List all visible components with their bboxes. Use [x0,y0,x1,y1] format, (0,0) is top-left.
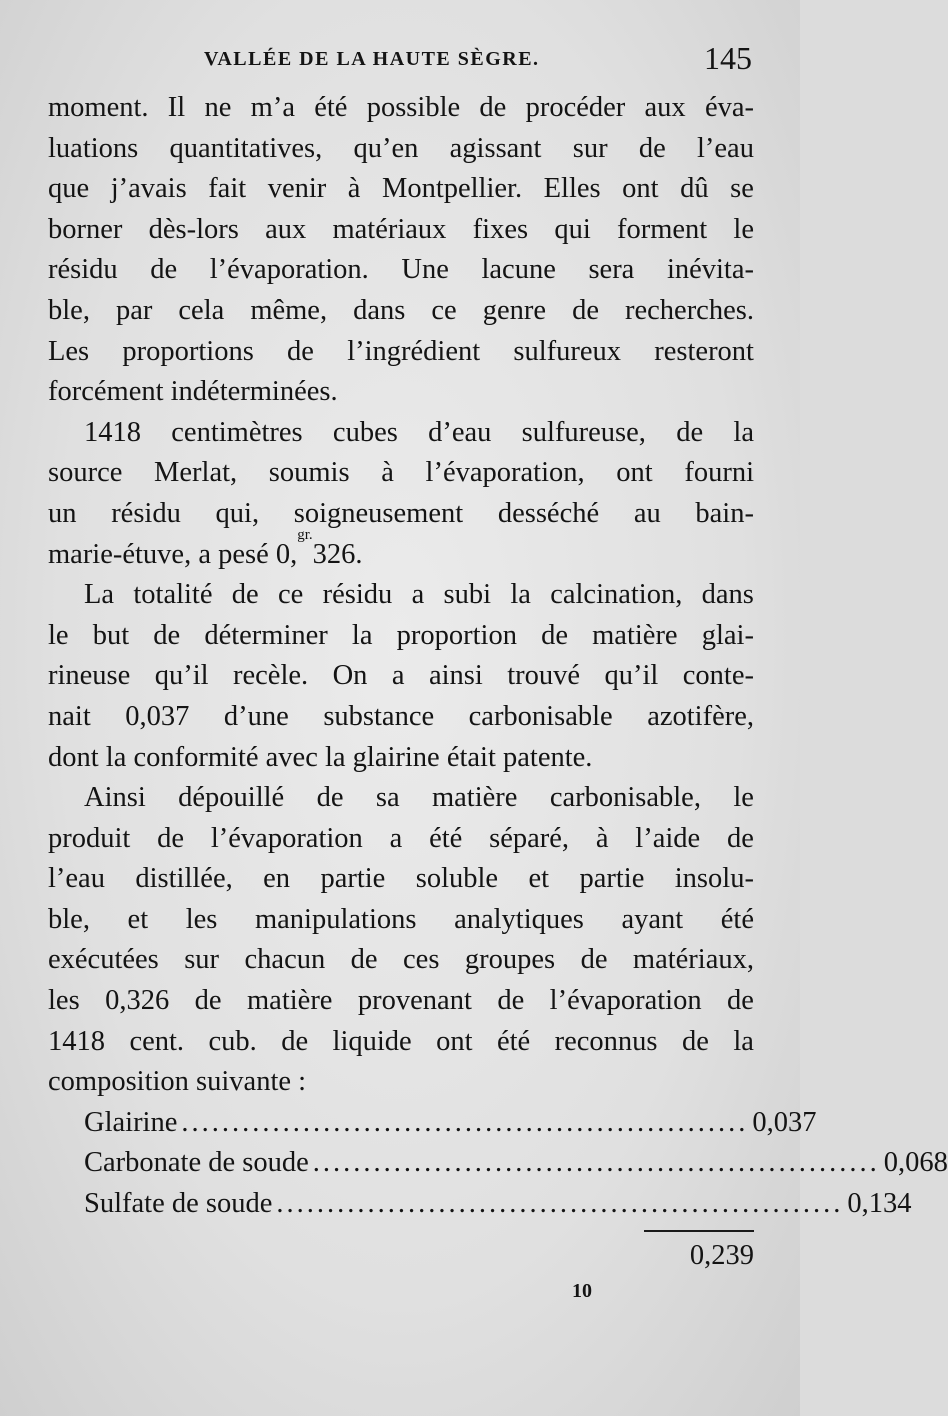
word: le [733,213,754,245]
word: ble, [48,294,90,326]
word: nait [48,700,91,732]
composition-row [48,1103,817,1144]
word: été [314,92,348,123]
text-line [48,210,754,251]
word: dû [680,173,709,205]
word: reconnus [554,1025,658,1057]
word: dès-lors [148,213,239,245]
word: la [510,579,531,611]
word: au [633,497,661,529]
word: l’évaporation [549,985,702,1017]
word: cela [178,294,225,326]
word: luations [48,132,139,164]
word: 1418 [84,416,141,448]
sum-rule [644,1230,754,1232]
word: liquide [332,1025,412,1057]
page-number: 145 [704,40,752,76]
word: de [150,254,178,286]
word: insolu- [674,863,754,895]
word: l’ingrédient [347,335,481,367]
word: l’évaporation [210,822,363,854]
text-line [48,413,754,454]
word: carbonisable, [549,782,701,814]
component-name: Sulfate de soude [84,1188,273,1220]
word: centimètres [171,416,303,448]
word: la [733,416,754,448]
word: ces [403,944,440,976]
text-line [48,453,754,494]
word: La [84,579,115,611]
text-line [48,859,754,900]
word: source [48,457,123,489]
word: lacune [481,254,556,286]
word: ble, [48,903,90,935]
printer-signature: 10 [572,1280,592,1302]
composition-total: 0,239 [689,1240,754,1271]
word: cubes [332,416,398,448]
word: Montpellier. [381,173,523,205]
word: j’avais [110,173,187,205]
word: ont [436,1025,473,1057]
word: Il [167,92,186,123]
word: les [185,903,218,935]
word: en [263,863,291,895]
word: de [497,985,525,1017]
word: l’eau [48,863,105,895]
word: aux [265,213,307,245]
word: que [48,173,90,205]
word: agissant [449,132,542,164]
text-line [48,332,754,373]
word: provenant [357,985,472,1017]
word: de [676,416,704,448]
text-line: dont la conformité avec la glairine était patente. [48,741,593,773]
word: inévita- [666,254,754,286]
word: de [281,1025,309,1057]
text-line [48,900,754,941]
text-line [48,88,754,129]
word: moment. [48,92,149,123]
word: groupes [464,944,556,976]
word: manipulations [254,903,417,935]
leader-dots: ........................................................ [181,1106,749,1138]
word: analytiques [454,903,584,935]
page-header [48,40,754,80]
word: calcination, [550,579,683,611]
word: se [730,173,754,205]
word: cent. [129,1025,185,1057]
word: qu’il [604,660,659,692]
word: possible [366,92,461,123]
text-line [48,494,754,535]
word: Merlat, [154,457,238,489]
word: soumis [268,457,350,489]
word: subi [443,579,492,611]
word: qui [554,213,591,245]
word: de [231,579,259,611]
word: fait [208,173,247,205]
word: recherches. [625,294,754,326]
word: a [411,579,425,611]
word: Les [48,335,90,367]
word: de [153,619,181,651]
word: sa [375,782,400,814]
word: 0,037 [125,700,190,732]
word: partie [320,863,386,895]
text-line: forcément indéterminées. [48,376,338,408]
text-line [48,250,754,291]
component-value: 0,037 [752,1106,817,1138]
word: de [681,1025,709,1057]
word: fixes [472,213,529,245]
word: borner [48,213,123,245]
word: ce [431,294,457,326]
word: dépouillé [178,782,285,814]
word: d’une [223,700,289,732]
word: 0,326 [105,985,170,1017]
word: de [572,294,599,326]
word: la [351,619,373,651]
word: de [479,92,507,123]
word: résidu [48,254,118,286]
word: qu’il [154,660,209,692]
text-line [48,940,754,981]
word: de [350,944,378,976]
word: sur [184,944,220,976]
component-value: 0,068 [883,1147,948,1179]
word: glai- [701,619,754,651]
word: matière [592,619,678,651]
leader-dots: ........................................................ [276,1188,844,1220]
word: et [528,863,550,895]
word: rineuse [48,660,131,692]
word: totalité [133,579,213,611]
word: à [347,173,361,205]
word: même, [250,294,328,326]
word: l’évaporation, [425,457,585,489]
word: ainsi [428,660,483,692]
word: l’aide [635,822,701,854]
word: azotifère, [647,700,754,732]
word: de [287,335,314,367]
word: de [541,619,568,651]
component-name: Glairine [84,1106,178,1138]
text-line [48,169,754,210]
composition-row [48,1143,948,1184]
component-value: 0,134 [847,1188,912,1220]
word: matériaux, [632,944,754,976]
word: venir [267,173,327,205]
word: matériaux [332,213,447,245]
word: de [157,822,185,854]
word: soluble [415,863,499,895]
text-line [48,1022,754,1063]
word: Elles [543,173,601,205]
word: de [194,985,222,1017]
word: l’évaporation. [209,254,369,286]
word: par [115,294,153,326]
word: but [92,619,130,651]
word: de [727,822,754,854]
word: qu’en [353,132,419,164]
word: résidu [322,579,393,611]
word: procéder [525,92,626,123]
word: a [391,660,405,692]
word: m’a [250,92,295,123]
word: le [48,619,69,651]
text-line [48,616,754,657]
word: un [48,497,77,529]
weight-value: 326. [312,538,363,570]
text-line [48,129,754,170]
weight-line [48,526,754,576]
word: Ainsi [84,782,146,814]
text-line [48,778,754,819]
word: desséché [497,497,600,529]
word: le [733,782,754,814]
word: à [381,457,394,489]
word: déterminer [204,619,328,651]
word: à [595,822,609,854]
word: ce [278,579,304,611]
word: quantitatives, [169,132,323,164]
word: partie [579,863,645,895]
word: 1418 [48,1025,105,1057]
word: cub. [208,1025,257,1057]
word: ne [204,92,232,123]
word: resteront [654,335,754,367]
word: et [127,903,149,935]
leader-dots: ........................................................ [312,1147,880,1179]
word: forment [616,213,708,245]
word: été [429,822,463,854]
word: dans [701,579,754,611]
word: de [727,985,754,1017]
text-line [48,291,754,332]
word: matière [431,782,518,814]
word: substance [323,700,435,732]
word: sera [588,254,635,286]
word: a [389,822,403,854]
word: les [48,985,80,1017]
body-text [48,88,948,1225]
word: genre [482,294,547,326]
word: l’eau [696,132,754,164]
word: produit [48,822,131,854]
word: qui, [215,497,260,529]
word: aux [644,92,686,123]
word: sulfureuse, [521,416,646,448]
word: fourni [684,457,754,489]
text-line [48,819,754,860]
word: de [580,944,608,976]
word: sur [572,132,608,164]
word: trouvé [507,660,581,692]
word: proportions [122,335,254,367]
weight-unit: gr. [297,526,313,543]
word: proportion [396,619,517,651]
word: recèle. [233,660,309,692]
word: séparé, [489,822,570,854]
word: carbonisable [468,700,613,732]
word: soigneusement [293,497,464,529]
word: d’eau [428,416,492,448]
word: distillée, [135,863,233,895]
word: ont [616,457,653,489]
word: résidu [111,497,181,529]
word: bain- [695,497,754,529]
word: été [496,1025,531,1057]
text-line [48,981,754,1022]
word: la [733,1025,754,1057]
word: On [332,660,368,692]
word: chacun [244,944,326,976]
word: Une [401,254,449,286]
word: exécutées [48,944,159,976]
word: ont [622,173,659,205]
word: matière [247,985,333,1017]
text-line: composition suivante : [48,1066,307,1098]
word: de [638,132,666,164]
word: conte- [682,660,754,692]
word: éva- [704,92,754,123]
weight-text: marie-étuve, a pesé 0, [48,538,298,570]
component-name: Carbonate de soude [84,1147,309,1179]
word: ayant [621,903,684,935]
word: sulfureux [513,335,622,367]
word: dans [353,294,406,326]
text-line [48,656,754,697]
text-line [48,575,754,616]
running-title: VALLÉE DE LA HAUTE SÈGRE. [204,48,540,70]
composition-row [48,1184,912,1225]
word: de [316,782,344,814]
text-line [48,697,754,738]
word: été [720,903,754,935]
